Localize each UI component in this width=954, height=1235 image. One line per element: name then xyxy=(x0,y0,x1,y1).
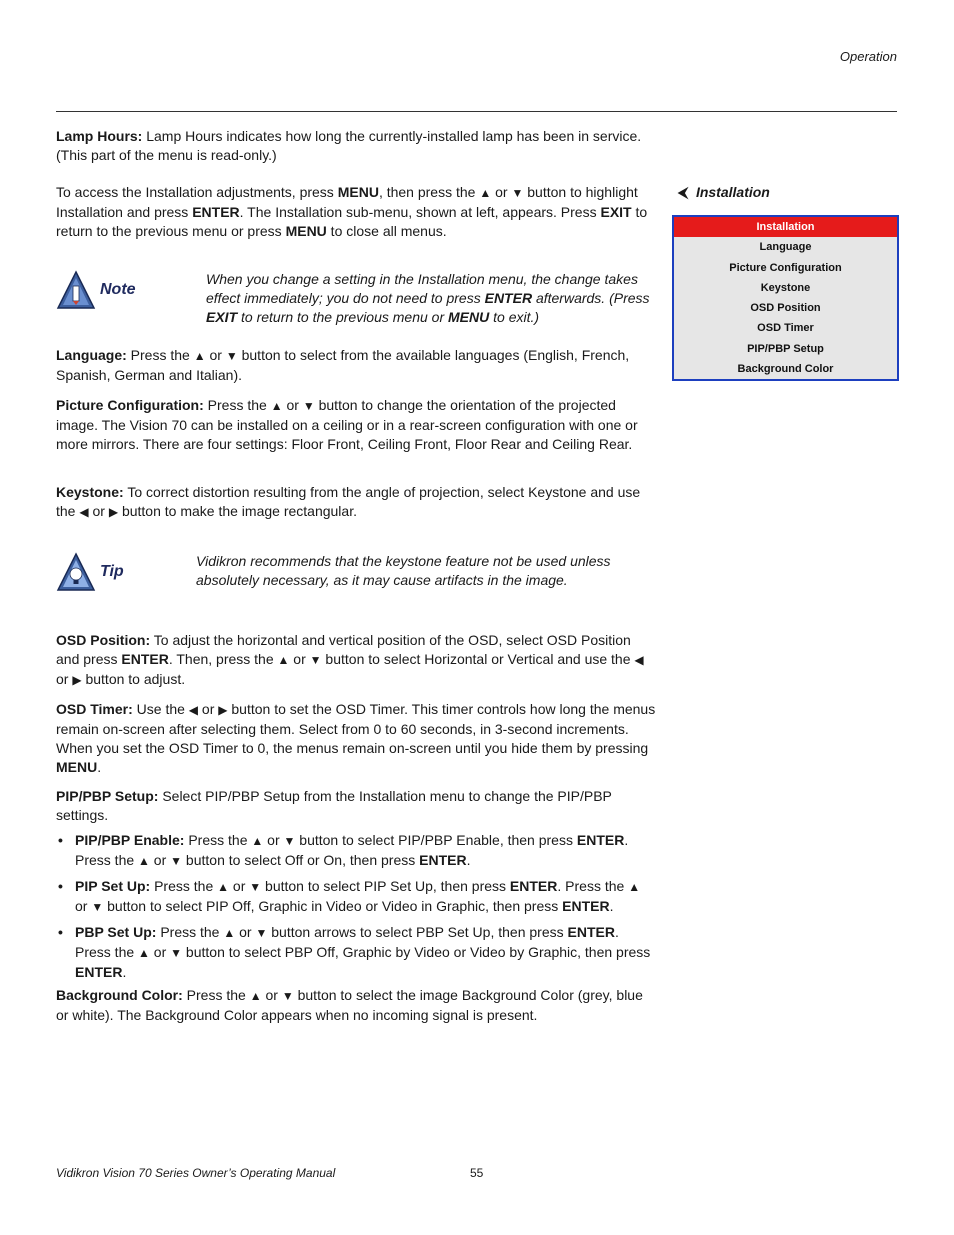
header-section: Operation xyxy=(839,49,897,64)
tip-callout xyxy=(56,552,656,602)
text: Press the xyxy=(203,397,271,413)
up-arrow-icon: ▲ xyxy=(249,989,262,1003)
enter-key: ENTER xyxy=(509,878,558,894)
menu-item-osd-timer[interactable]: OSD Timer xyxy=(757,322,814,335)
tip-icon xyxy=(56,552,96,592)
right-arrow-icon: ▶ xyxy=(108,505,119,519)
text: . xyxy=(122,964,127,980)
text: or xyxy=(75,898,92,914)
text: or xyxy=(491,184,512,200)
text: . Press the xyxy=(557,878,629,894)
down-arrow-icon: ▼ xyxy=(309,653,322,667)
pip-pbp-bullet-list xyxy=(56,831,656,988)
down-arrow-icon: ▼ xyxy=(281,989,294,1003)
note-text xyxy=(206,270,656,327)
enter-key: ENTER xyxy=(192,204,240,220)
menu-key: MENU xyxy=(56,759,98,775)
text: button to change the orientation of the projected image. The Vision 70 can be installed on a ceiling or in a rear-screen configuration with one or more mirrors. There are four settings: Floor Front, Ceiling Front, Floor Rear and Ceiling Rear. xyxy=(56,397,638,452)
text: or xyxy=(56,671,73,687)
up-arrow-icon: ▲ xyxy=(223,926,236,940)
up-arrow-icon: ▲ xyxy=(193,349,206,363)
text: button to highlight Installation and press xyxy=(56,184,638,220)
text: button to select Horizontal or Vertical and use the xyxy=(321,651,635,667)
text: button to make the image rectangular. xyxy=(118,503,357,519)
text: . Press the xyxy=(75,832,629,868)
text: button to select from the available languages (English, French, Spanish, German and Italian). xyxy=(56,347,630,383)
up-arrow-icon: ▲ xyxy=(270,399,283,413)
text: or xyxy=(149,852,171,868)
installation-menu xyxy=(672,215,899,381)
text: or xyxy=(229,878,250,894)
list-item xyxy=(56,831,656,871)
text: Use the xyxy=(132,701,189,717)
background-color-paragraph xyxy=(56,986,656,1025)
text: to exit.) xyxy=(489,309,540,325)
text: button arrows to select PBP Set Up, then press xyxy=(267,924,568,940)
up-arrow-icon: ▲ xyxy=(138,946,150,960)
up-arrow-icon: ▲ xyxy=(628,880,641,894)
text: to return to the previous menu or xyxy=(237,309,449,325)
term: PBP Set Up: xyxy=(75,924,157,940)
text: . Press the xyxy=(75,924,619,960)
down-arrow-icon: ▼ xyxy=(255,926,268,940)
up-arrow-icon: ▲ xyxy=(277,653,290,667)
exit-key: EXIT xyxy=(600,204,632,220)
text: button to select Off or On, then press xyxy=(182,852,420,868)
text: Press the xyxy=(156,924,224,940)
text: button to adjust. xyxy=(81,671,186,687)
text: When you change a setting in the Installation menu, the change takes effect immediately; you do not need to press xyxy=(206,271,638,306)
down-arrow-icon: ▼ xyxy=(249,880,262,894)
up-arrow-icon: ▲ xyxy=(217,880,230,894)
text: Press the xyxy=(150,878,218,894)
down-arrow-icon: ▼ xyxy=(91,900,104,914)
text: Press the xyxy=(184,832,252,848)
down-arrow-icon: ▼ xyxy=(225,349,238,363)
left-arrow-icon: ◀ xyxy=(634,653,644,667)
menu-key: MENU xyxy=(285,223,327,239)
enter-key: ENTER xyxy=(121,651,169,667)
down-arrow-icon: ▼ xyxy=(170,854,183,868)
text: to close all menus. xyxy=(326,223,447,239)
down-arrow-icon: ▼ xyxy=(511,186,524,200)
text: Select PIP/PBP Setup from the Installation menu to change the PIP/PBP settings. xyxy=(56,788,612,823)
text: To correct distortion resulting from the angle of projection, select Keystone and use the xyxy=(56,484,641,519)
down-arrow-icon: ▼ xyxy=(170,946,183,960)
text: to return to the previous menu or press xyxy=(56,204,648,239)
menu-item-picture-configuration[interactable]: Picture Configuration xyxy=(729,261,842,274)
enter-key: ENTER xyxy=(484,290,533,306)
term: OSD Position: xyxy=(56,632,151,648)
note-callout xyxy=(56,270,656,325)
term: Keystone: xyxy=(56,484,124,500)
text: button to set the OSD Timer. This timer controls how long the menus remain on-screen after selecting them. Select from 0 to 60 seconds, in 3-second increments. When you set the OSD Timer to 0, the menus remain on-screen until you hide them by pressing xyxy=(56,701,656,756)
term: Picture Configuration: xyxy=(56,397,204,413)
down-arrow-icon: ▼ xyxy=(283,834,296,848)
up-arrow-icon: ▲ xyxy=(251,834,264,848)
text: or xyxy=(289,651,310,667)
down-arrow-icon: ▼ xyxy=(302,399,315,413)
header-rule xyxy=(56,111,897,112)
text: button to select PIP Off, Graphic in Video or Video in Graphic, then press xyxy=(103,898,563,914)
access-paragraph xyxy=(56,183,656,241)
text: or xyxy=(261,987,282,1003)
note-label: Note xyxy=(100,281,136,298)
menu-item-language[interactable]: Language xyxy=(759,241,812,254)
enter-key: ENTER xyxy=(567,924,615,940)
footer-title: Vidikron Vision 70 Series Owner’s Operating Manual xyxy=(56,1166,336,1180)
term: PIP/PBP Enable: xyxy=(75,832,185,848)
text: button to select the image Background Color (grey, blue or white). The Background Color appears when no incoming signal is present. xyxy=(56,987,643,1023)
text: . The Installation sub-menu, shown at left, appears. Press xyxy=(239,204,601,220)
note-icon xyxy=(56,270,96,310)
keystone-paragraph xyxy=(56,483,656,522)
enter-key: ENTER xyxy=(562,898,610,914)
enter-key: ENTER xyxy=(576,832,625,848)
text: button to select PIP/PBP Enable, then press xyxy=(295,832,577,848)
text: Press the xyxy=(182,987,250,1003)
picture-configuration-paragraph xyxy=(56,396,656,454)
menu-item-osd-position[interactable]: OSD Position xyxy=(750,302,821,314)
text: , then press the xyxy=(378,184,480,200)
right-arrow-icon: ▶ xyxy=(72,673,82,687)
term: PIP/PBP Setup: xyxy=(56,788,159,804)
figure-caption xyxy=(678,183,770,202)
menu-item-background-color[interactable]: Background Color xyxy=(737,362,834,375)
text: To access the Installation adjustments, press xyxy=(56,184,338,200)
text: or xyxy=(282,397,303,413)
text: or xyxy=(205,347,226,363)
menu-item-pip-pbp-setup[interactable]: PIP/PBP Setup xyxy=(747,342,824,355)
term: Language: xyxy=(56,347,127,363)
term: Lamp Hours: xyxy=(56,128,143,144)
menu-key: MENU xyxy=(448,309,490,325)
left-arrow-icon: ◀ xyxy=(188,703,199,717)
text: afterwards. (Press xyxy=(532,290,650,306)
text: Press the xyxy=(126,347,194,363)
text: . xyxy=(609,898,614,914)
exit-key: EXIT xyxy=(206,309,238,325)
text: To adjust the horizontal and vertical position of the OSD, select OSD Position and press xyxy=(56,632,631,667)
term: OSD Timer: xyxy=(56,701,133,717)
tip-text: Vidikron recommends that the keystone feature not be used unless absolutely necessary, as it may cause artifacts in the image. xyxy=(196,553,611,588)
language-paragraph xyxy=(56,346,656,385)
osd-position-paragraph xyxy=(56,631,656,690)
menu-item-keystone[interactable]: Keystone xyxy=(760,281,811,294)
text: or xyxy=(263,832,284,848)
text: button to select PIP Set Up, then press xyxy=(261,878,510,894)
menu-key: MENU xyxy=(337,184,379,200)
right-arrow-icon: ▶ xyxy=(218,703,228,717)
term: PIP Set Up: xyxy=(75,878,151,894)
text: or xyxy=(88,503,109,519)
left-arrow-icon: ◀ xyxy=(79,505,89,519)
tip-label: Tip xyxy=(100,563,124,580)
up-arrow-icon: ▲ xyxy=(138,854,150,868)
enter-key: ENTER xyxy=(419,852,467,868)
menu-item-installation[interactable]: Installation xyxy=(674,217,897,237)
text: button to select PBP Off, Graphic by Video or Video by Graphic, then press xyxy=(182,944,651,960)
pointer-left-icon: ⮜ xyxy=(678,184,688,200)
text: . xyxy=(97,759,102,775)
osd-timer-paragraph xyxy=(56,700,656,777)
page-number: 55 xyxy=(470,1166,484,1180)
caption-text: Installation xyxy=(695,184,770,200)
text: Lamp Hours indicates how long the currently-installed lamp has been in service. (This part of the menu is read-only.) xyxy=(56,128,642,163)
text: or xyxy=(149,944,171,960)
term: Background Color: xyxy=(56,987,183,1003)
lamp-hours-paragraph xyxy=(56,127,656,165)
text: . Then, press the xyxy=(168,651,278,667)
text: . xyxy=(466,852,471,868)
up-arrow-icon: ▲ xyxy=(479,186,492,200)
enter-key: ENTER xyxy=(75,964,123,980)
text: or xyxy=(235,924,256,940)
list-item xyxy=(56,923,656,982)
pip-pbp-setup-paragraph xyxy=(56,787,656,825)
text: or xyxy=(198,701,219,717)
list-item xyxy=(56,877,656,917)
